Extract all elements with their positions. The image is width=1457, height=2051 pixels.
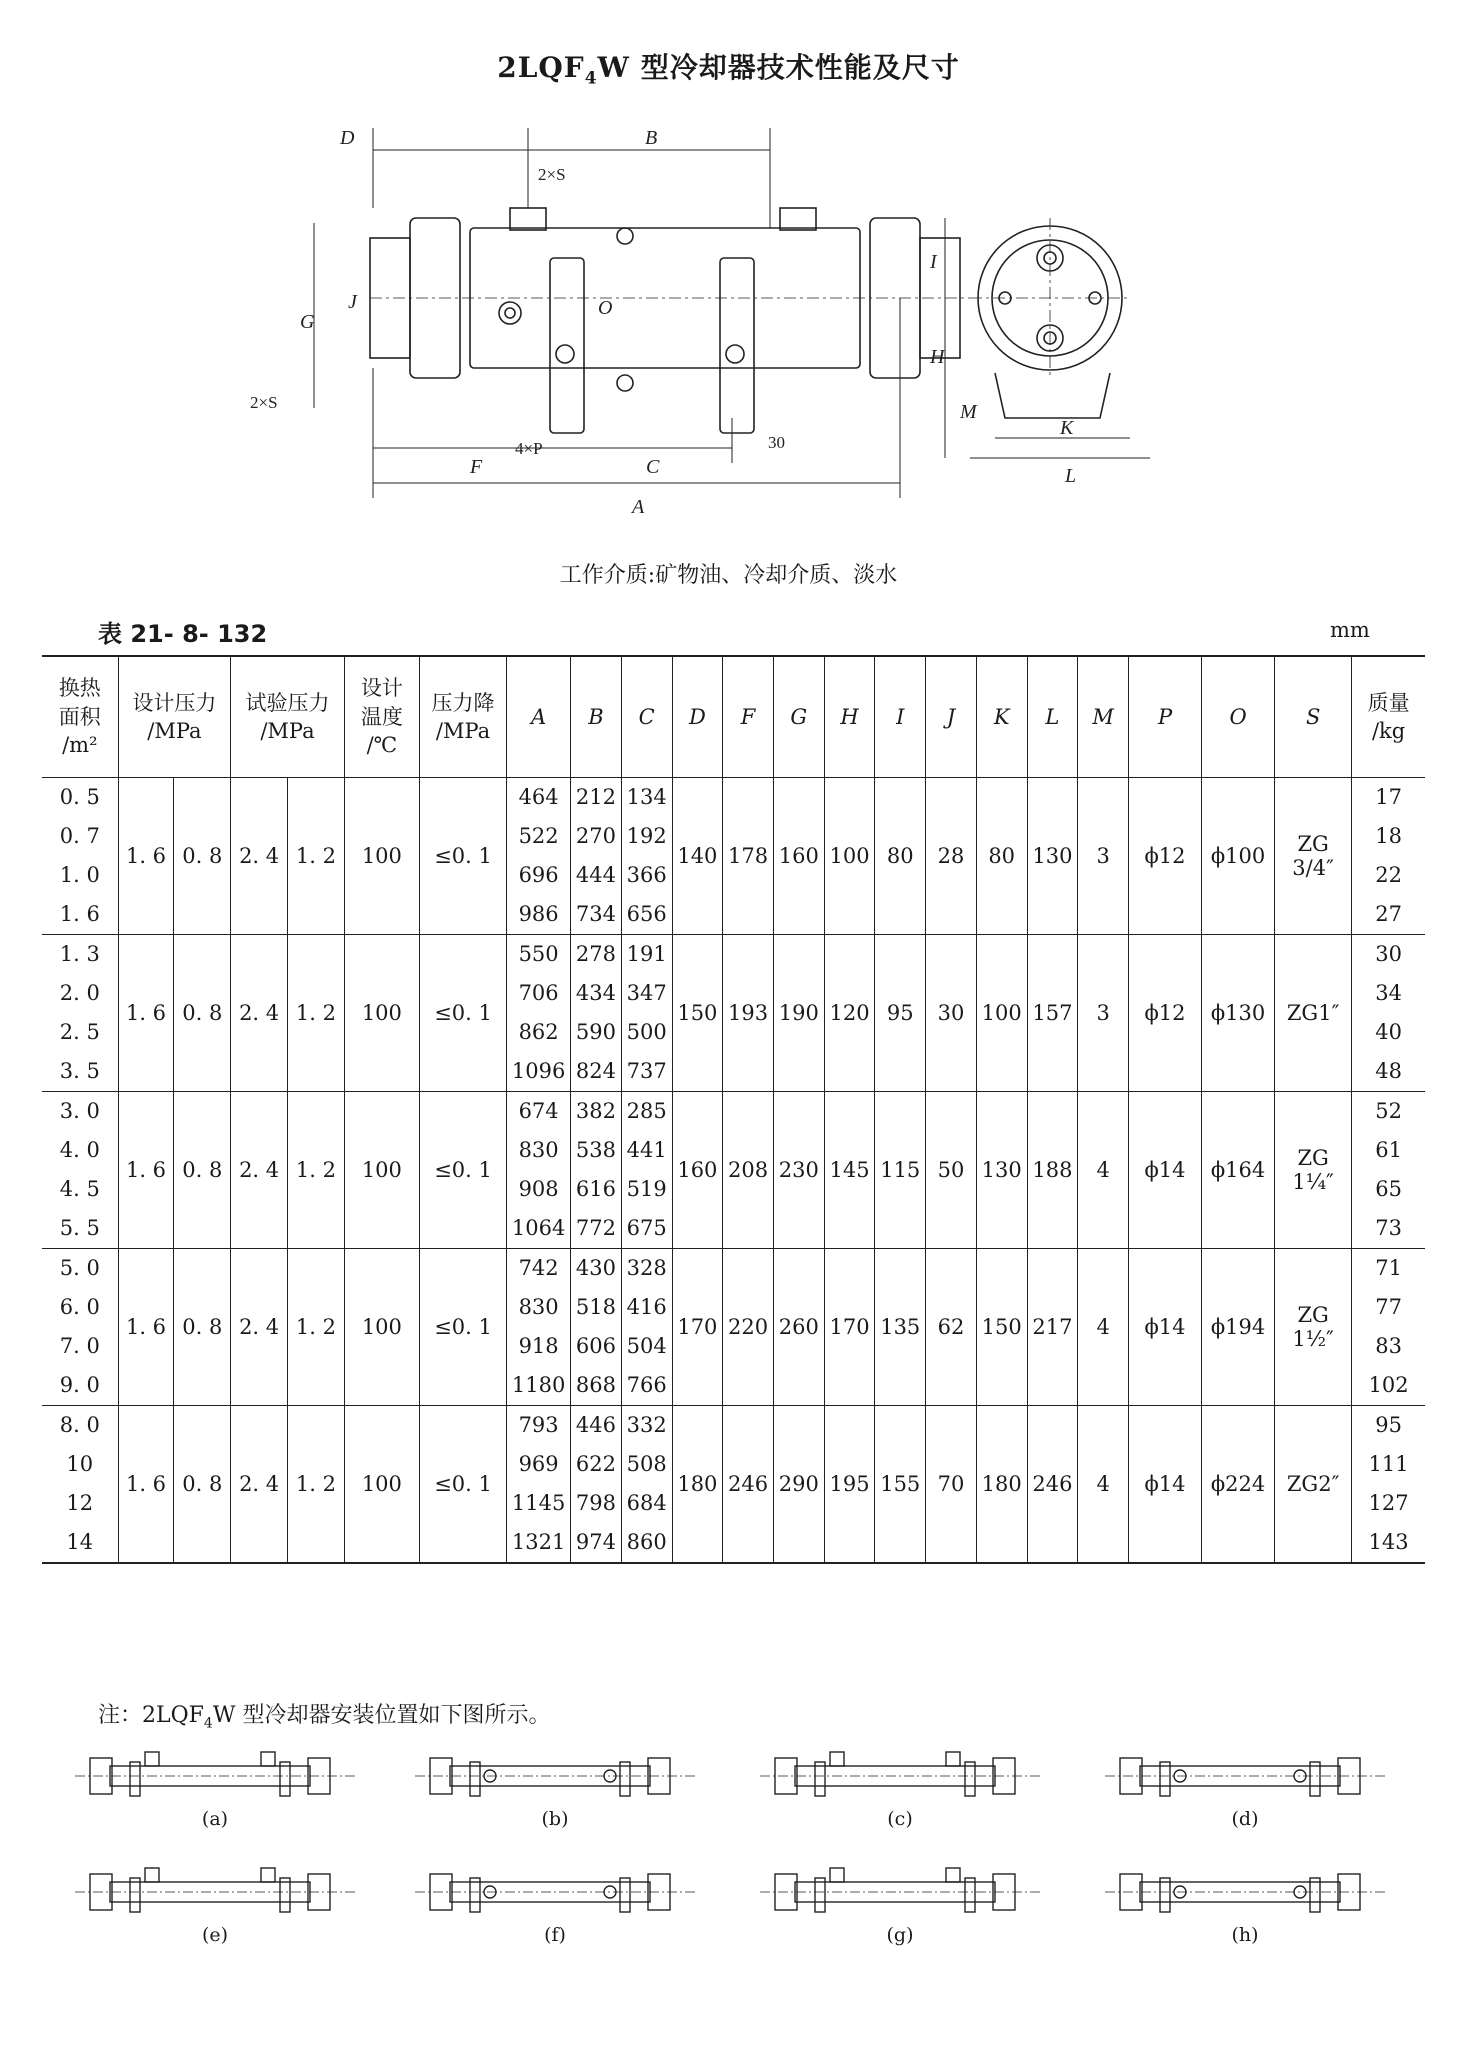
cell-i: 115 (875, 1092, 926, 1249)
dim-label-J: J (348, 291, 357, 313)
cell-design-pressure-2: 0. 8 (174, 1092, 231, 1249)
cell-k: 130 (976, 1092, 1027, 1249)
cell-i: 95 (875, 935, 926, 1092)
cell-d: 150 (672, 935, 723, 1092)
cell-m: 3 (1078, 778, 1129, 935)
cell-g: 230 (773, 1092, 824, 1249)
table-row (42, 1249, 1425, 1406)
cell-o: ϕ164 (1202, 1092, 1275, 1249)
install-label: (b) (541, 1808, 569, 1830)
cell-c: 285 441 519 675 (621, 1092, 672, 1249)
table-row (42, 935, 1425, 1092)
cell-l: 157 (1027, 935, 1078, 1092)
cell-i: 80 (875, 778, 926, 935)
cell-design-pressure-1: 1. 6 (118, 1092, 174, 1249)
header-test-pressure: 试验压力 /MPa (231, 656, 345, 778)
cell-design-pressure-1: 1. 6 (118, 935, 174, 1092)
cell-f: 178 (723, 778, 774, 935)
header-design-temp: 设计 温度 /℃ (344, 656, 419, 778)
cell-s: ZG2″ (1275, 1406, 1352, 1564)
cell-o: ϕ100 (1202, 778, 1275, 935)
cell-pressure-drop: ≤0. 1 (419, 1406, 506, 1564)
install-label: (a) (201, 1808, 229, 1830)
page-title: $2LQF_4W$ 型冷却器技术性能及尺寸 (497, 51, 960, 89)
cell-d: 160 (672, 1092, 723, 1249)
dim-label-D: D (340, 127, 355, 149)
install-diagram (70, 1742, 360, 1812)
cell-h: 195 (824, 1406, 875, 1564)
cell-design-pressure-2: 0. 8 (174, 778, 231, 935)
cell-a: 742 830 918 1180 (507, 1249, 571, 1406)
install-diagram (1100, 1742, 1390, 1812)
cell-design-pressure-2: 0. 8 (174, 1406, 231, 1564)
cell-test-pressure-2: 1. 2 (288, 935, 345, 1092)
cell-mass: 52 61 65 73 (1352, 1092, 1425, 1249)
cell-test-pressure-2: 1. 2 (288, 1406, 345, 1564)
cell-design-temp: 100 (344, 1249, 419, 1406)
install-diagram (70, 1858, 360, 1928)
cell-m: 3 (1078, 935, 1129, 1092)
cell-mass: 17 18 22 27 (1352, 778, 1425, 935)
header-A: A (507, 656, 571, 778)
cell-a: 674 830 908 1064 (507, 1092, 571, 1249)
install-diagram (1100, 1858, 1390, 1928)
cell-c: 332 508 684 860 (621, 1406, 672, 1564)
cell-test-pressure-2: 1. 2 (288, 1092, 345, 1249)
cell-mass: 30 34 40 48 (1352, 935, 1425, 1092)
cell-design-pressure-1: 1. 6 (118, 1249, 174, 1406)
cell-h: 120 (824, 935, 875, 1092)
cell-b: 430 518 606 868 (571, 1249, 622, 1406)
install-label: (c) (887, 1808, 913, 1830)
cell-s: ZG 1¼″ (1275, 1092, 1352, 1249)
cell-i: 135 (875, 1249, 926, 1406)
header-F: F (723, 656, 774, 778)
dim-label-G: G (300, 311, 315, 333)
cell-m: 4 (1078, 1249, 1129, 1406)
table-row (42, 778, 1425, 935)
cell-o: ϕ194 (1202, 1249, 1275, 1406)
dim-label-A: A (632, 496, 645, 518)
cell-area: 3. 0 4. 0 4. 5 5. 5 (42, 1092, 118, 1249)
cell-area: 8. 0 10 12 14 (42, 1406, 118, 1564)
dim-label-K: K (1060, 417, 1074, 439)
header-P: P (1128, 656, 1201, 778)
cell-s: ZG 1½″ (1275, 1249, 1352, 1406)
install-label: (h) (1231, 1924, 1259, 1946)
cell-design-pressure-1: 1. 6 (118, 1406, 174, 1564)
header-C: C (621, 656, 672, 778)
cell-pressure-drop: ≤0. 1 (419, 778, 506, 935)
dim-label-2xS-left: 2×S (250, 393, 278, 412)
install-diagram (755, 1858, 1045, 1928)
cell-test-pressure-1: 2. 4 (231, 778, 288, 935)
cell-l: 217 (1027, 1249, 1078, 1406)
dim-label-I: I (930, 251, 937, 273)
dim-label-F: F (470, 456, 483, 478)
cell-h: 170 (824, 1249, 875, 1406)
cell-test-pressure-1: 2. 4 (231, 1092, 288, 1249)
dim-label-L: L (1065, 465, 1077, 487)
table-body (42, 778, 1425, 1564)
cell-a: 793 969 1145 1321 (507, 1406, 571, 1564)
header-I: I (875, 656, 926, 778)
install-diagram (410, 1858, 700, 1928)
header-G: G (773, 656, 824, 778)
install-diagram (410, 1742, 700, 1812)
cell-design-pressure-2: 0. 8 (174, 1249, 231, 1406)
header-O: O (1202, 656, 1275, 778)
dim-label-30: 30 (768, 433, 785, 452)
header-mass: 质量 /kg (1352, 656, 1425, 778)
cell-c: 134 192 366 656 (621, 778, 672, 935)
cell-b: 212 270 444 734 (571, 778, 622, 935)
cell-design-temp: 100 (344, 935, 419, 1092)
dim-label-O: O (598, 297, 613, 319)
table-note: 注：$2LQF_4W$ 型冷却器安装位置如下图所示。 (98, 1703, 551, 1732)
cell-area: 1. 3 2. 0 2. 5 3. 5 (42, 935, 118, 1092)
dim-label-B: B (645, 127, 658, 149)
dim-label-H: H (930, 346, 945, 368)
cell-test-pressure-2: 1. 2 (288, 778, 345, 935)
cell-f: 246 (723, 1406, 774, 1564)
cell-j: 28 (926, 778, 977, 935)
dim-label-4xP: 4×P (515, 439, 543, 458)
header-D: D (672, 656, 723, 778)
header-pressure-drop: 压力降 /MPa (419, 656, 506, 778)
cell-s: ZG 3/4″ (1275, 778, 1352, 935)
cell-test-pressure-1: 2. 4 (231, 1249, 288, 1406)
cell-f: 208 (723, 1092, 774, 1249)
cell-d: 180 (672, 1406, 723, 1564)
table-row (42, 1092, 1425, 1249)
cell-o: ϕ130 (1202, 935, 1275, 1092)
table-header-row (42, 656, 1425, 778)
cell-h: 100 (824, 778, 875, 935)
cell-o: ϕ224 (1202, 1406, 1275, 1564)
table-row (42, 1406, 1425, 1564)
cell-j: 62 (926, 1249, 977, 1406)
table-unit: mm (1330, 618, 1370, 642)
header-H: H (824, 656, 875, 778)
cell-design-temp: 100 (344, 1406, 419, 1564)
cell-p: ϕ12 (1128, 935, 1201, 1092)
header-area: 换热 面积 /m² (42, 656, 118, 778)
cell-k: 150 (976, 1249, 1027, 1406)
cell-m: 4 (1078, 1406, 1129, 1564)
cell-d: 170 (672, 1249, 723, 1406)
dim-label-C: C (646, 456, 660, 478)
cell-p: ϕ12 (1128, 778, 1201, 935)
install-label: (f) (544, 1924, 566, 1946)
header-J: J (926, 656, 977, 778)
cell-design-temp: 100 (344, 1092, 419, 1249)
header-S: S (1275, 656, 1352, 778)
cell-design-pressure-1: 1. 6 (118, 778, 174, 935)
cell-p: ϕ14 (1128, 1092, 1201, 1249)
cell-pressure-drop: ≤0. 1 (419, 1249, 506, 1406)
dim-label-M: M (960, 401, 977, 423)
cell-f: 220 (723, 1249, 774, 1406)
spec-table (42, 655, 1425, 1564)
cooler-drawing (250, 118, 1190, 538)
cell-p: ϕ14 (1128, 1406, 1201, 1564)
cell-j: 70 (926, 1406, 977, 1564)
cell-s: ZG1″ (1275, 935, 1352, 1092)
cell-pressure-drop: ≤0. 1 (419, 935, 506, 1092)
dim-label-2xS-top: 2×S (538, 165, 566, 184)
cell-test-pressure-1: 2. 4 (231, 935, 288, 1092)
cell-f: 193 (723, 935, 774, 1092)
cell-i: 155 (875, 1406, 926, 1564)
cell-c: 328 416 504 766 (621, 1249, 672, 1406)
cell-l: 188 (1027, 1092, 1078, 1249)
cell-m: 4 (1078, 1092, 1129, 1249)
cell-k: 80 (976, 778, 1027, 935)
install-label: (d) (1231, 1808, 1259, 1830)
cell-h: 145 (824, 1092, 875, 1249)
header-M: M (1078, 656, 1129, 778)
install-label: (e) (201, 1924, 229, 1946)
cell-test-pressure-1: 2. 4 (231, 1406, 288, 1564)
cell-b: 446 622 798 974 (571, 1406, 622, 1564)
install-diagram (755, 1742, 1045, 1812)
header-L: L (1027, 656, 1078, 778)
cell-c: 191 347 500 737 (621, 935, 672, 1092)
cell-g: 190 (773, 935, 824, 1092)
cell-mass: 95 111 127 143 (1352, 1406, 1425, 1564)
cell-a: 550 706 862 1096 (507, 935, 571, 1092)
cell-l: 130 (1027, 778, 1078, 935)
install-label: (g) (886, 1924, 914, 1946)
header-K: K (976, 656, 1027, 778)
cell-a: 464 522 696 986 (507, 778, 571, 935)
cell-area: 5. 0 6. 0 7. 0 9. 0 (42, 1249, 118, 1406)
cell-pressure-drop: ≤0. 1 (419, 1092, 506, 1249)
cell-j: 30 (926, 935, 977, 1092)
figure-caption: 工作介质:矿物油、冷却介质、淡水 (559, 563, 898, 588)
cell-l: 246 (1027, 1406, 1078, 1564)
cell-g: 160 (773, 778, 824, 935)
cell-b: 382 538 616 772 (571, 1092, 622, 1249)
cell-mass: 71 77 83 102 (1352, 1249, 1425, 1406)
cell-b: 278 434 590 824 (571, 935, 622, 1092)
cell-design-pressure-2: 0. 8 (174, 935, 231, 1092)
cell-g: 290 (773, 1406, 824, 1564)
cell-d: 140 (672, 778, 723, 935)
cell-p: ϕ14 (1128, 1249, 1201, 1406)
cell-j: 50 (926, 1092, 977, 1249)
table-number: 表 21- 8- 132 (98, 620, 268, 648)
cell-g: 260 (773, 1249, 824, 1406)
header-B: B (571, 656, 622, 778)
cell-design-temp: 100 (344, 778, 419, 935)
cell-area: 0. 5 0. 7 1. 0 1. 6 (42, 778, 118, 935)
cell-k: 100 (976, 935, 1027, 1092)
cell-test-pressure-2: 1. 2 (288, 1249, 345, 1406)
header-design-pressure: 设计压力 /MPa (118, 656, 231, 778)
cell-k: 180 (976, 1406, 1027, 1564)
